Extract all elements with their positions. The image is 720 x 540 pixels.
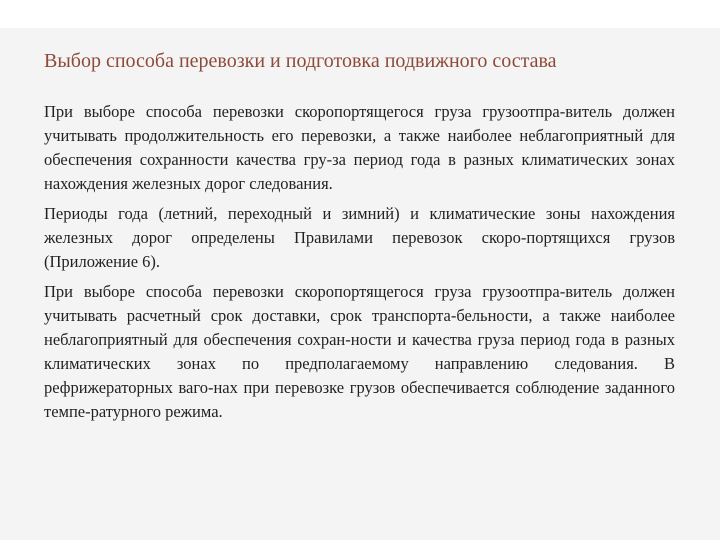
slide-title: Выбор способа перевозки и подготовка подвижного состава — [44, 50, 557, 72]
top-band — [0, 0, 720, 28]
paragraph-1: При выборе способа перевозки скоропортящегося груза грузоотпра-витель должен учитывать продолжительность его перевозки, а также наиболее неблагоприятный для обеспечения сохранности качества гру-за период года в разных климатических зонах нахождения железных дорог следования. — [44, 102, 675, 193]
paragraph-2: Периоды года (летний, переходный и зимний) и климатические зоны нахождения железных дорог определены Правилами перевозок скоро-портящихся грузов (Приложение 6). — [44, 204, 675, 271]
slide-body — [44, 100, 675, 430]
paragraph-3: При выборе способа перевозки скоропортящегося груза грузоотпра-витель должен учитывать расчетный срок доставки, срок транспорта-бельности, а также наиболее неблагоприятный для обеспечения сохран-ности и качества груза период года в разных климатических зонах по предполагаемому направлению следования. В рефрижераторных ваго-нах при перевозке грузов обеспечивается соблюдение заданного темпе-ратурного режима. — [44, 282, 675, 421]
